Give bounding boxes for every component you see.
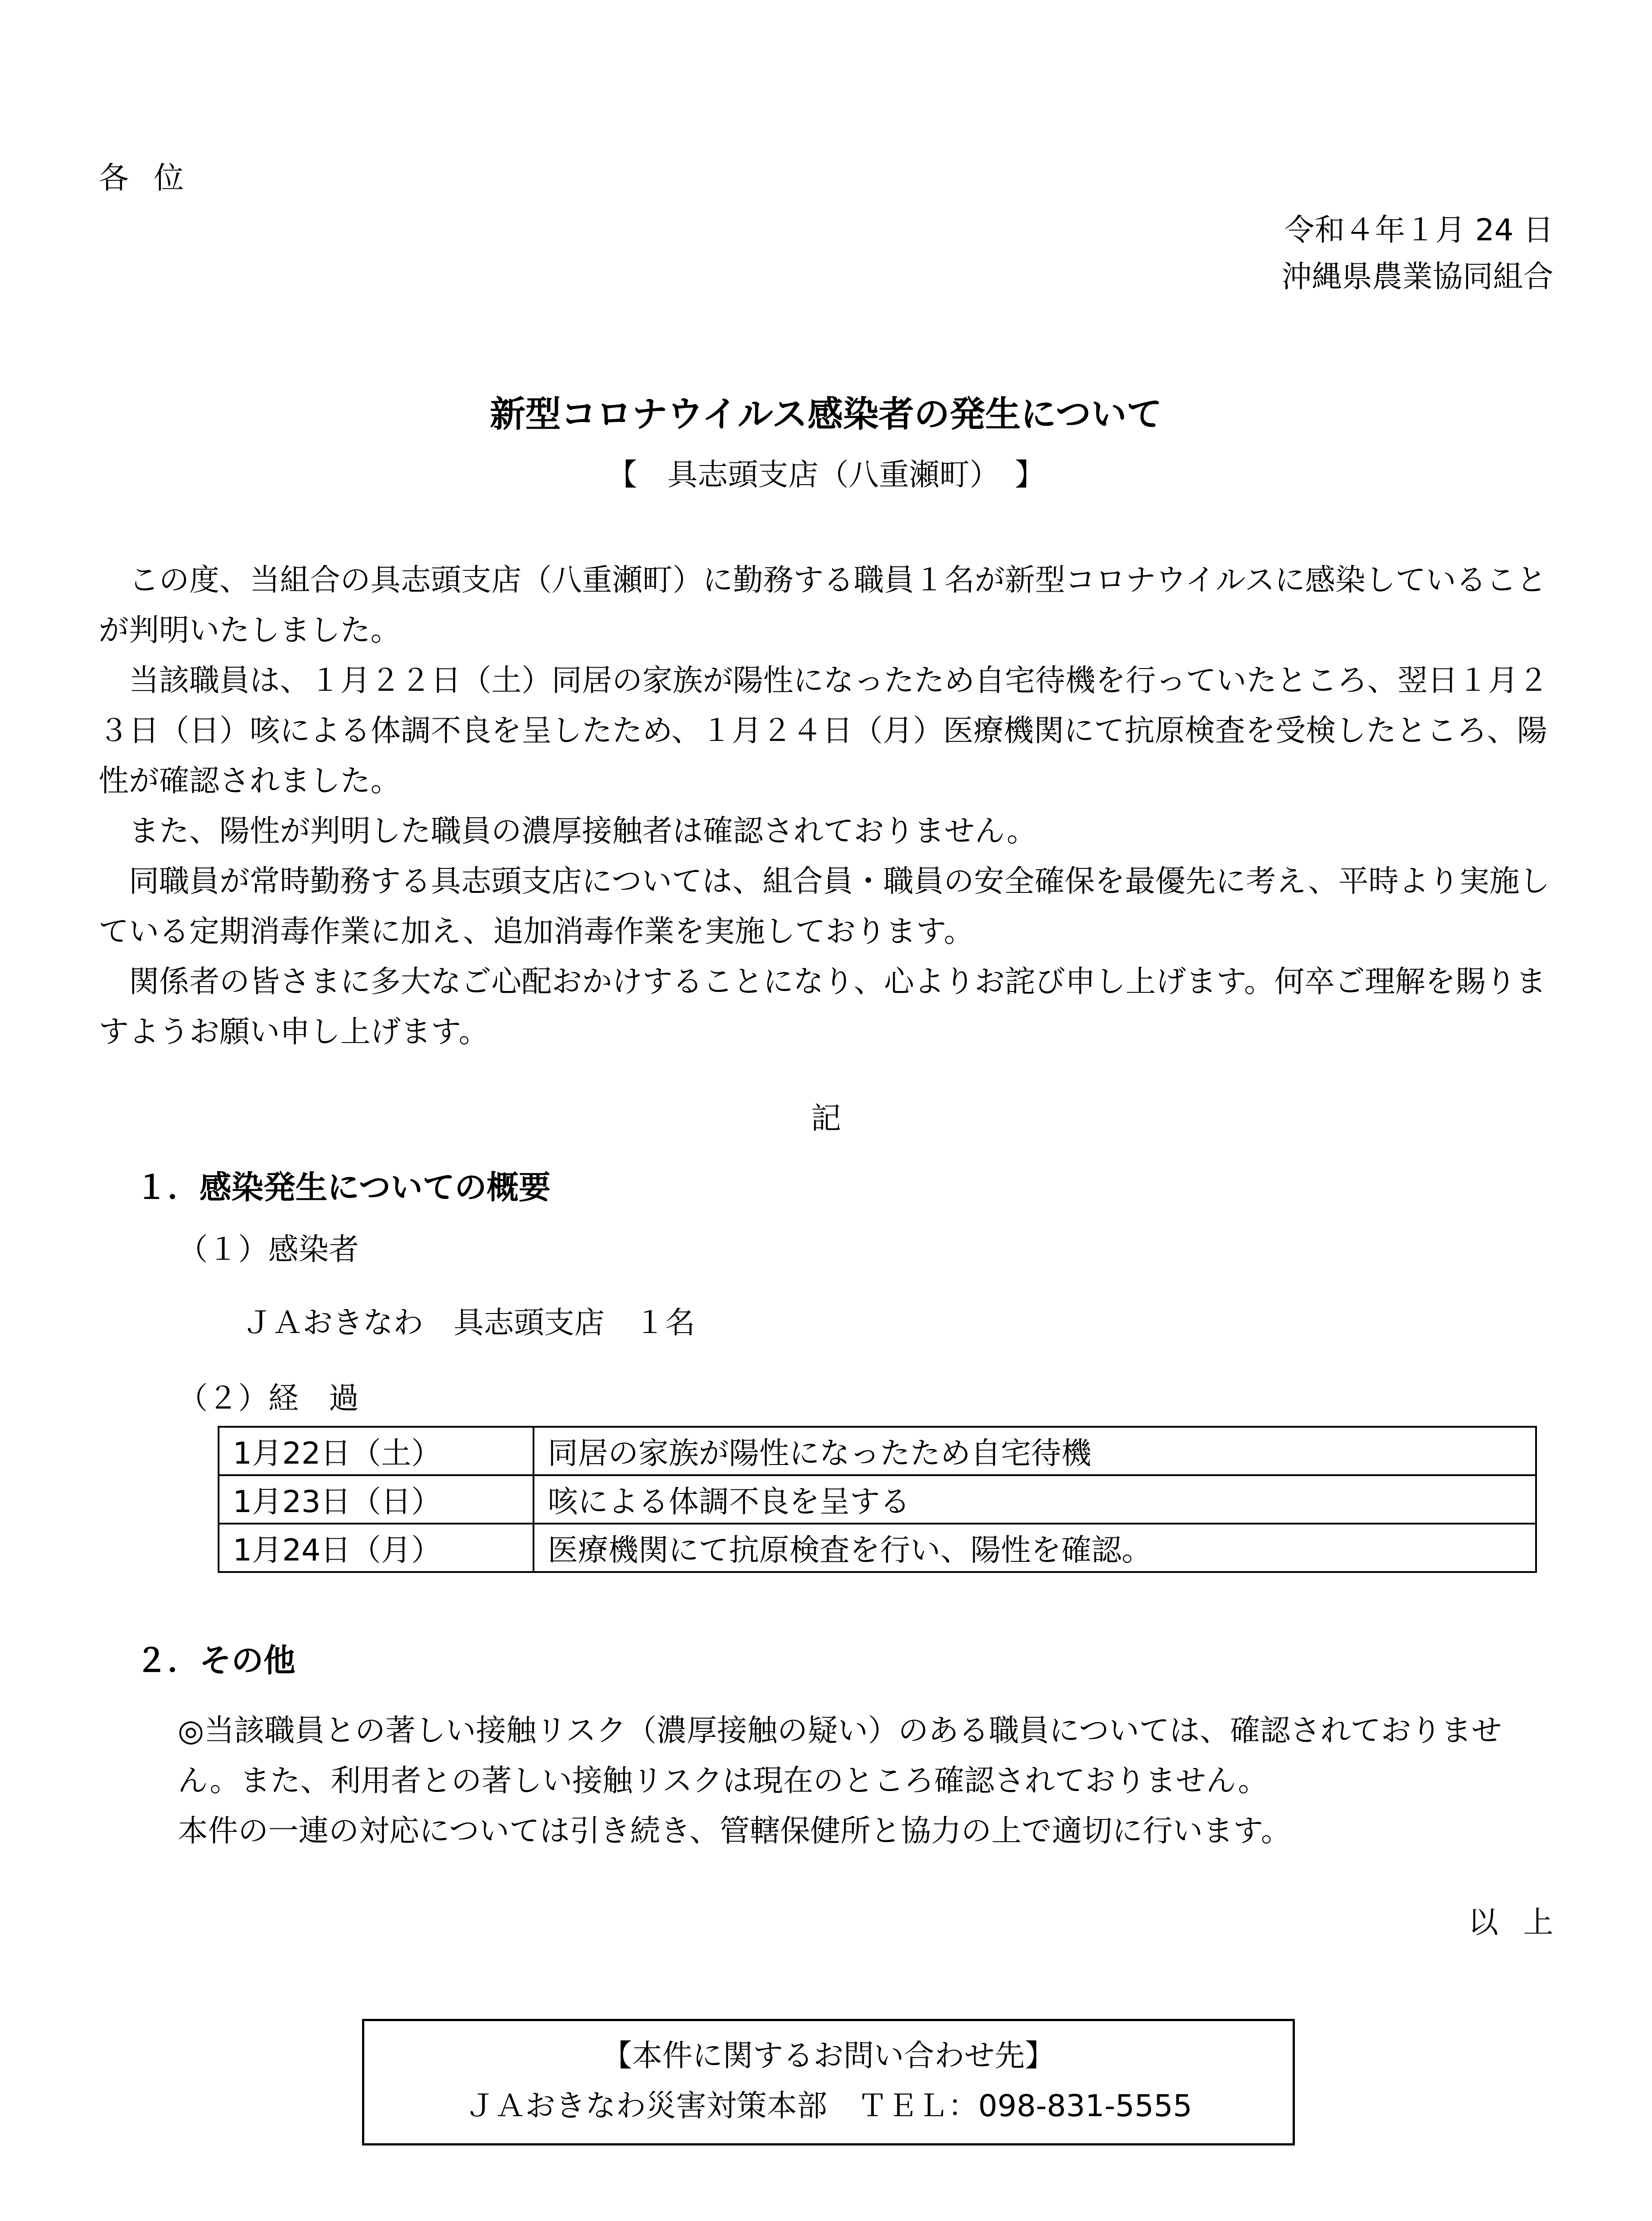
section2-heading: ２．その他 (135, 1642, 296, 1679)
issue-date: 令和４年１月 24 日 (1284, 213, 1553, 248)
event-description: 医療機関にて抗原検査を行い、陽性を確認。 (533, 1524, 1536, 1572)
event-date: 1月22日（土） (219, 1427, 533, 1475)
event-date: 1月24日（月） (219, 1524, 533, 1572)
event-date: 1月23日（日） (219, 1475, 533, 1524)
event-description: 咳による体調不良を呈する (533, 1475, 1536, 1524)
contact-heading: 【本件に関するお問い合わせ先】 (601, 2038, 1055, 2074)
section1-heading: １．感染発生についての概要 (135, 1169, 551, 1206)
infected-subheading: （１）感染者 (178, 1232, 359, 1267)
body-paragraph: この度、当組合の具志頭支店（八重瀬町）に勤務する職員１名が新型コロナウイルスに感染していることが判明いたしました。 (99, 563, 1547, 648)
body-paragraph: また、陽性が判明した職員の濃厚接触者は確認されておりません。 (129, 814, 1037, 849)
branch-subtitle: 【 具志頭支店（八重瀬町） 】 (607, 458, 1045, 493)
closing-mark: 以上 (1468, 1905, 1578, 1940)
contact-line: ＪＡおきなわ災害対策本部 ＴＥＬ：098-831-5555 (465, 2089, 1192, 2124)
body-text (99, 555, 1553, 1057)
organization-name: 沖縄県農業協同組合 (1281, 259, 1553, 295)
body-paragraph: 関係者の皆さまに多大なご心配おかけすることになり、心よりお詫び申し上げます。何卒ご理解を賜りますようお願い申し上げます。 (99, 964, 1546, 1050)
table-row (219, 1524, 1536, 1572)
other-notes (178, 1706, 1555, 1856)
addressee: 各位 (99, 161, 209, 196)
infected-count: ＪＡおきなわ 具志頭支店 １名 (242, 1306, 696, 1341)
event-description: 同居の家族が陽性になったため自宅待機 (533, 1427, 1536, 1475)
other-note: ◎当該職員との著しい接触リスク（濃厚接触の疑い）のある職員については、確認されておりません。また、利用者との著しい接触リスクは現在のところ確認されておりません。 (178, 1713, 1502, 1799)
body-paragraph: 当該職員は、１月２２日（土）同居の家族が陽性になったため自宅待機を行っていたところ、翌日１月２３日（日）咳による体調不良を呈したため、１月２４日（月）医療機関にて抗原検査を受検したところ、陽性が確認されました。 (99, 663, 1549, 799)
contact-box (362, 2019, 1295, 2145)
ki-marker: 記 (811, 1101, 841, 1136)
table-row (219, 1475, 1536, 1524)
timeline-table (218, 1426, 1537, 1573)
document-title: 新型コロナウイルス感染者の発生について (490, 394, 1162, 435)
timeline-subheading: （２）経 過 (178, 1381, 359, 1416)
body-paragraph: 同職員が常時勤務する具志頭支店については、組合員・職員の安全確保を最優先に考え、平時より実施している定期消毒作業に加え、追加消毒作業を実施しております。 (99, 864, 1550, 949)
other-note: 本件の一連の対応については引き続き、管轄保健所と協力の上で適切に行います。 (178, 1814, 1291, 1849)
table-row (219, 1427, 1536, 1475)
